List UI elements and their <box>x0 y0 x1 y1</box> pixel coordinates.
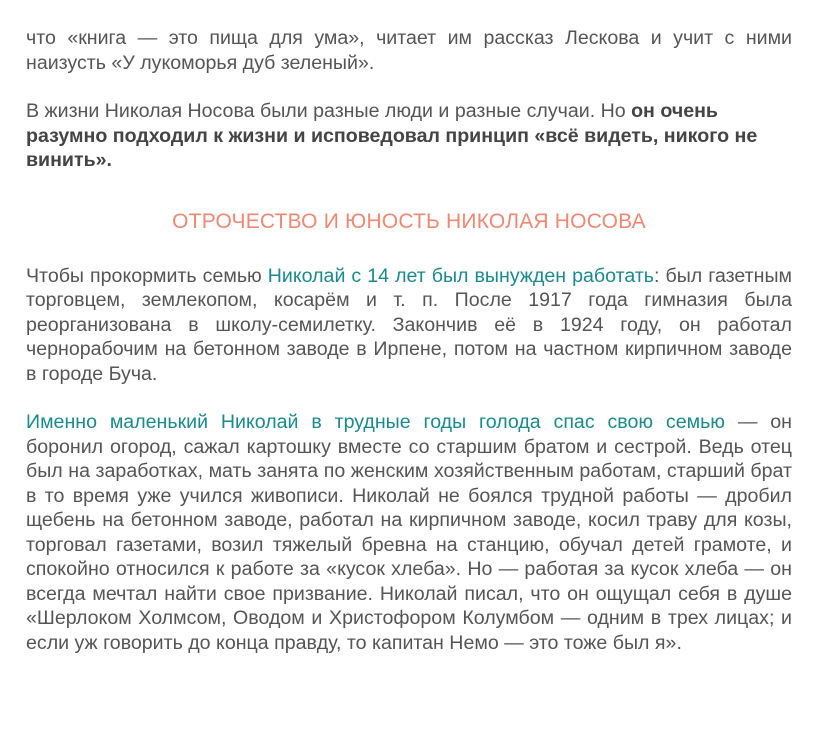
bold-principle-text: он очень разумно подходил к жизни и исповедовал принцип «всё видеть, никого не винить». <box>26 100 758 171</box>
paragraph-text: : был газетным торговцем, землекопом, косарём и т. п. После 1917 года гимназия была реорганизована в школу-семилетку. Закончив её в 1924 году, он работал чернорабочим на бетонном заводе в Ирпене, потом на частном кирпичном заводе в городе Буча. <box>26 264 793 385</box>
paragraph-life-principle <box>26 99 792 173</box>
paragraph-famine-years <box>26 410 792 655</box>
paragraph-text: что «книга — это пища для ума», читает им рассказ Лескова и учит с ними наизусть «У лукоморья дуб зеленый». <box>26 27 792 74</box>
highlighted-text: Николай с 14 лет был вынужден работать <box>267 264 655 287</box>
section-heading: ОТРОЧЕСТВО И ЮНОСТЬ НИКОЛАЯ НОСОВА <box>172 209 646 233</box>
paragraph-text: — он боронил огород, сажал картошку вместе со старшим братом и сестрой. Ведь отец был на заработках, мать занята по женским хозяйственным работам, старший брат в то время уже учился живописи. Николай не боялся трудной работы — дробил щебень на бетонном заводе, работал на кирпичном заводе, косил траву для козы, торговал газетами, возил тяжелый бревна на станцию, обучал детей грамоте, и спокойно относился к работе за «кусок хлеба». Но — работая за кусок хлеба — он всегда мечтал найти свое призвание. Николай писал, что он ощущал себя в душе «Шерлоком Холмсом, Оводом и Христофором Колумбом — одним в трех лицах; и если уж говорить до конца правду, то капитан Немо — это тоже был я». <box>26 411 792 654</box>
highlighted-text: Именно маленький Николай в трудные годы голода спас свою семью <box>26 411 725 433</box>
paragraph-text: Чтобы прокормить семью <box>26 264 268 287</box>
paragraph-text: В жизни Николая Носова были разные люди и разные случаи. Но <box>26 100 632 122</box>
paragraph-intro-continuation <box>26 26 792 75</box>
paragraph-youth-work <box>26 264 792 387</box>
